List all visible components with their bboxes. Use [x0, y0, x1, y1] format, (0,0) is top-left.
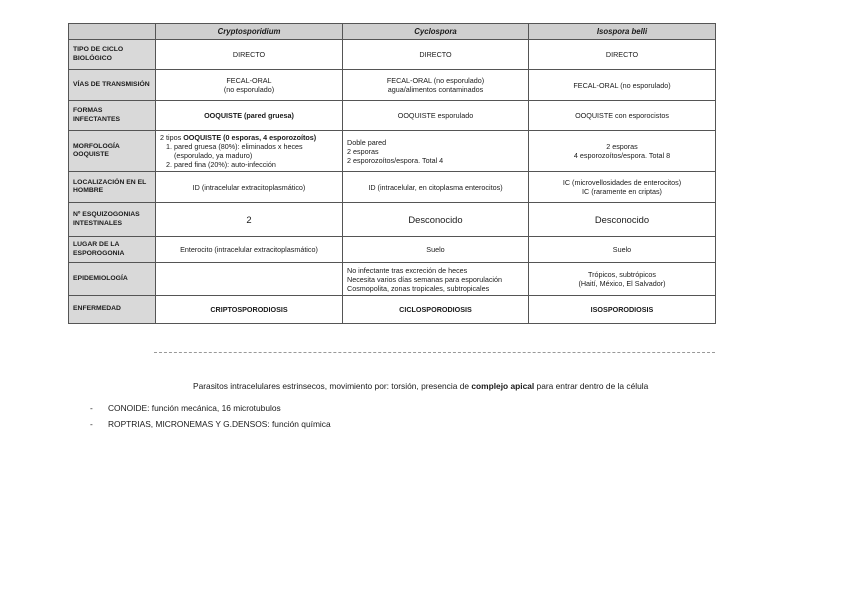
list-item [90, 403, 331, 413]
table-row [69, 70, 716, 101]
cell-crypto-morfologia [156, 131, 343, 172]
morph-heading [160, 133, 338, 142]
header-corner [69, 24, 156, 40]
intro-text: Parasitos intracelulares estrinsecos, movimiento por: torsión, presencia de [193, 381, 472, 391]
cell-isospora-ciclo: DIRECTO [529, 40, 716, 70]
morph-prefix: 2 tipos [160, 133, 182, 142]
cell-cyclo-esquizogonias: Desconocido [343, 203, 529, 237]
bullet-text: CONOIDE: función mecánica, 16 microtubulos [108, 403, 281, 413]
table-row [69, 40, 716, 70]
cell-line: Trópicos, subtrópicos [587, 270, 657, 279]
cell-isospora-esporogonia: Suelo [529, 237, 716, 263]
table-row [69, 237, 716, 263]
row-label-enfermedad: ENFERMEDAD [69, 296, 156, 324]
cell-line: No infectante tras excreción de heces [347, 265, 468, 275]
intro-paragraph [193, 381, 648, 391]
cell-line: 2 esporas [606, 142, 638, 151]
cell-crypto-esquizogonias: 2 [156, 203, 343, 237]
cell-crypto-formas: OOQUISTE (pared gruesa) [156, 101, 343, 131]
cell-cyclo-vias [343, 70, 529, 101]
cell-isospora-esquizogonias: Desconocido [529, 203, 716, 237]
row-label-esporogonia: LUGAR DE LA ESPOROGONIA [69, 237, 156, 263]
cell-isospora-vias: FECAL-ORAL (no esporulado) [529, 70, 716, 101]
list-item: 1. pared gruesa (80%): eliminados x heces (esporulado, ya maduro) [174, 142, 338, 160]
cell-line: (no esporulado) [223, 85, 275, 94]
cell-line: FECAL-ORAL (no esporulado) [386, 76, 485, 85]
row-label-esquizogonias: Nº ESQUIZOGONIAS INTESTINALES [69, 203, 156, 237]
cell-crypto-epidemiologia [156, 263, 343, 296]
row-label-ciclo: TIPO DE CICLO BIOLÓGICO [69, 40, 156, 70]
cell-line: Cosmopolita, zonas tropicales, subtropicales [347, 283, 490, 293]
row-label-morfologia: MORFOLOGÍA OOQUISTE [69, 131, 156, 172]
table-bottom-divider [154, 352, 715, 354]
cell-crypto-ciclo: DIRECTO [156, 40, 343, 70]
table-row [69, 131, 716, 172]
cell-line: (Haití, México, El Salvador) [578, 279, 666, 288]
intro-text-end: para entrar dentro de la célula [534, 381, 649, 391]
cell-cyclo-localizacion: ID (intracelular, en citoplasma enterocitos) [343, 172, 529, 203]
cell-line: 4 esporozoítos/espora. Total 8 [573, 151, 671, 160]
bullet-text: ROPTRIAS, MICRONEMAS Y G.DENSOS: función química [108, 419, 331, 429]
cell-isospora-morfologia [529, 131, 716, 172]
header-isospora: Isospora belli [529, 24, 716, 40]
table-row [69, 101, 716, 131]
header-cyclospora: Cyclospora [343, 24, 529, 40]
cell-crypto-vias [156, 70, 343, 101]
comparison-table [68, 23, 716, 324]
cell-line: Doble pared [347, 137, 387, 147]
cell-line: IC (raramente en criptas) [582, 187, 662, 196]
cell-crypto-localizacion: ID (intracelular extracitoplasmático) [156, 172, 343, 203]
row-label-localizacion: LOCALIZACIÓN EN EL HOMBRE [69, 172, 156, 203]
cell-crypto-esporogonia: Enterocito (intracelular extracitoplasmático) [156, 237, 343, 263]
cell-cyclo-epidemiologia [343, 263, 529, 296]
cell-cyclo-formas: OOQUISTE esporulado [343, 101, 529, 131]
cell-isospora-enfermedad: ISOSPORODIOSIS [529, 296, 716, 324]
dash-bullet: - [90, 419, 93, 429]
cell-cyclo-esporogonia: Suelo [343, 237, 529, 263]
intro-bold-term: complejo apical [471, 381, 535, 391]
cell-line: 2 esporozoítos/espora. Total 4 [347, 155, 444, 165]
cell-isospora-formas: OOQUISTE con esporocistos [529, 101, 716, 131]
cell-line: agua/alimentos contaminados [387, 85, 484, 94]
cell-line: 2 esporas [347, 146, 379, 156]
row-label-epidemiologia: EPIDEMIOLOGÍA [69, 263, 156, 296]
cell-isospora-localizacion [529, 172, 716, 203]
table-row [69, 172, 716, 203]
morph-bold: OOQUISTE (0 esporas, 4 esporozoítos) [183, 133, 317, 142]
header-cryptosporidium: Cryptosporidium [156, 24, 343, 40]
cell-line: Necesita varios días semanas para esporulación [347, 274, 503, 284]
morph-list [160, 142, 338, 169]
dash-bullet: - [90, 403, 93, 413]
cell-cyclo-morfologia [343, 131, 529, 172]
row-label-vias: VÍAS DE TRANSMISIÓN [69, 70, 156, 101]
table-row [69, 296, 716, 324]
table-row [69, 203, 716, 237]
cell-crypto-enfermedad: CRIPTOSPORODIOSIS [156, 296, 343, 324]
cell-line: FECAL-ORAL [226, 76, 272, 85]
table-row [69, 263, 716, 296]
cell-isospora-epidemiologia [529, 263, 716, 296]
list-item: 2. pared fina (20%): auto-infección [174, 160, 338, 169]
row-label-formas: FORMAS INFECTANTES [69, 101, 156, 131]
list-item [90, 419, 331, 429]
cell-line: IC (microvellosidades de enterocitos) [562, 178, 682, 187]
bullet-list [90, 403, 331, 435]
table-header-row [69, 24, 716, 40]
cell-cyclo-ciclo: DIRECTO [343, 40, 529, 70]
cell-cyclo-enfermedad: CICLOSPORODIOSIS [343, 296, 529, 324]
